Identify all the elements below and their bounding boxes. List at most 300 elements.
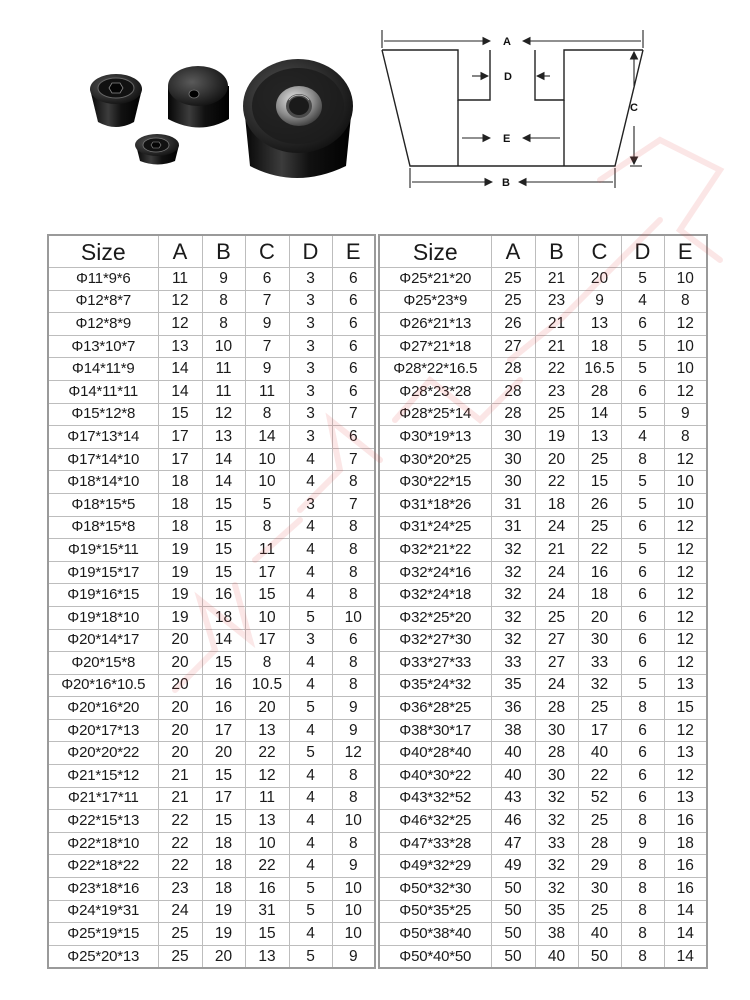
table-row xyxy=(379,606,707,629)
value-cell-a: 26 xyxy=(491,313,535,336)
value-cell-a: 28 xyxy=(491,403,535,426)
value-cell-d: 4 xyxy=(289,832,332,855)
size-cell: Φ17*13*14 xyxy=(48,426,158,449)
size-cell: Φ20*20*22 xyxy=(48,742,158,765)
value-cell-e: 12 xyxy=(664,584,707,607)
size-cell: Φ20*16*10.5 xyxy=(48,674,158,697)
size-cell: Φ46*32*25 xyxy=(379,810,491,833)
value-cell-a: 40 xyxy=(491,742,535,765)
size-cell: Φ12*8*7 xyxy=(48,290,158,313)
table-row xyxy=(48,426,375,449)
value-cell-d: 4 xyxy=(289,855,332,878)
value-cell-b: 28 xyxy=(535,742,578,765)
value-cell-e: 8 xyxy=(332,832,375,855)
table-row xyxy=(379,697,707,720)
value-cell-c: 8 xyxy=(245,516,289,539)
value-cell-a: 27 xyxy=(491,335,535,358)
value-cell-a: 33 xyxy=(491,652,535,675)
value-cell-c: 14 xyxy=(578,403,621,426)
value-cell-c: 25 xyxy=(578,516,621,539)
table-row xyxy=(48,584,375,607)
table-row xyxy=(48,832,375,855)
table-row xyxy=(379,448,707,471)
value-cell-c: 9 xyxy=(245,313,289,336)
value-cell-c: 15 xyxy=(245,923,289,946)
value-cell-b: 15 xyxy=(202,539,245,562)
value-cell-c: 15 xyxy=(578,471,621,494)
value-cell-d: 9 xyxy=(621,832,664,855)
value-cell-e: 12 xyxy=(664,652,707,675)
table-row xyxy=(379,832,707,855)
value-cell-a: 22 xyxy=(158,855,202,878)
value-cell-a: 50 xyxy=(491,923,535,946)
value-cell-b: 22 xyxy=(535,471,578,494)
value-cell-c: 10.5 xyxy=(245,674,289,697)
size-table-right xyxy=(378,234,708,969)
value-cell-e: 7 xyxy=(332,493,375,516)
value-cell-b: 35 xyxy=(535,900,578,923)
value-cell-b: 24 xyxy=(535,674,578,697)
value-cell-c: 15 xyxy=(245,584,289,607)
size-cell: Φ17*14*10 xyxy=(48,448,158,471)
size-cell: Φ22*18*10 xyxy=(48,832,158,855)
product-photo xyxy=(84,44,374,194)
header-d: D xyxy=(289,235,332,268)
value-cell-e: 12 xyxy=(664,606,707,629)
value-cell-b: 15 xyxy=(202,516,245,539)
table-row xyxy=(48,945,375,968)
value-cell-b: 11 xyxy=(202,380,245,403)
table-row xyxy=(379,765,707,788)
value-cell-c: 9 xyxy=(578,290,621,313)
value-cell-a: 49 xyxy=(491,855,535,878)
value-cell-e: 6 xyxy=(332,380,375,403)
value-cell-c: 29 xyxy=(578,855,621,878)
value-cell-c: 20 xyxy=(245,697,289,720)
value-cell-a: 18 xyxy=(158,471,202,494)
value-cell-c: 13 xyxy=(245,810,289,833)
size-cell: Φ18*15*5 xyxy=(48,493,158,516)
value-cell-d: 6 xyxy=(621,516,664,539)
size-cell: Φ36*28*25 xyxy=(379,697,491,720)
value-cell-c: 18 xyxy=(578,335,621,358)
value-cell-d: 5 xyxy=(289,878,332,901)
value-cell-a: 15 xyxy=(158,403,202,426)
table-row xyxy=(379,380,707,403)
value-cell-e: 9 xyxy=(664,403,707,426)
value-cell-d: 5 xyxy=(621,335,664,358)
size-cell: Φ40*30*22 xyxy=(379,765,491,788)
header-d: D xyxy=(621,235,664,268)
size-cell: Φ14*11*11 xyxy=(48,380,158,403)
value-cell-a: 30 xyxy=(491,448,535,471)
size-cell: Φ32*24*16 xyxy=(379,561,491,584)
value-cell-a: 47 xyxy=(491,832,535,855)
value-cell-e: 6 xyxy=(332,629,375,652)
value-cell-a: 32 xyxy=(491,561,535,584)
value-cell-d: 4 xyxy=(289,810,332,833)
value-cell-c: 16 xyxy=(245,878,289,901)
value-cell-a: 43 xyxy=(491,787,535,810)
value-cell-a: 19 xyxy=(158,606,202,629)
table-row xyxy=(48,900,375,923)
value-cell-d: 5 xyxy=(289,945,332,968)
value-cell-a: 19 xyxy=(158,561,202,584)
value-cell-e: 16 xyxy=(664,810,707,833)
header-b: B xyxy=(202,235,245,268)
rubber-foot-small xyxy=(90,74,142,127)
value-cell-a: 25 xyxy=(491,268,535,291)
value-cell-a: 19 xyxy=(158,584,202,607)
value-cell-d: 4 xyxy=(289,516,332,539)
value-cell-d: 4 xyxy=(289,674,332,697)
size-cell: Φ32*24*18 xyxy=(379,584,491,607)
value-cell-a: 18 xyxy=(158,516,202,539)
value-cell-a: 40 xyxy=(491,765,535,788)
table-row xyxy=(379,290,707,313)
value-cell-a: 21 xyxy=(158,787,202,810)
size-cell: Φ31*24*25 xyxy=(379,516,491,539)
value-cell-c: 17 xyxy=(578,719,621,742)
table-row xyxy=(379,471,707,494)
size-cell: Φ25*20*13 xyxy=(48,945,158,968)
size-cell: Φ32*21*22 xyxy=(379,539,491,562)
table-row xyxy=(48,335,375,358)
value-cell-b: 18 xyxy=(202,855,245,878)
value-cell-c: 31 xyxy=(245,900,289,923)
value-cell-c: 40 xyxy=(578,742,621,765)
table-row xyxy=(48,290,375,313)
table-row xyxy=(379,900,707,923)
rubber-foot-large xyxy=(243,59,353,178)
value-cell-a: 31 xyxy=(491,516,535,539)
value-cell-c: 25 xyxy=(578,697,621,720)
value-cell-b: 32 xyxy=(535,878,578,901)
value-cell-d: 6 xyxy=(621,742,664,765)
value-cell-d: 8 xyxy=(621,448,664,471)
value-cell-d: 5 xyxy=(621,493,664,516)
value-cell-e: 10 xyxy=(332,900,375,923)
size-cell: Φ30*19*13 xyxy=(379,426,491,449)
header-e: E xyxy=(332,235,375,268)
value-cell-c: 13 xyxy=(245,719,289,742)
size-cell: Φ19*18*10 xyxy=(48,606,158,629)
table-row xyxy=(379,652,707,675)
value-cell-c: 11 xyxy=(245,787,289,810)
value-cell-c: 14 xyxy=(245,426,289,449)
value-cell-e: 12 xyxy=(664,561,707,584)
label-d: D xyxy=(504,71,512,83)
value-cell-b: 12 xyxy=(202,403,245,426)
header-a: A xyxy=(158,235,202,268)
value-cell-b: 32 xyxy=(535,855,578,878)
table-row xyxy=(379,878,707,901)
table-row xyxy=(48,313,375,336)
value-cell-a: 50 xyxy=(491,945,535,968)
value-cell-b: 20 xyxy=(202,742,245,765)
value-cell-d: 4 xyxy=(289,539,332,562)
value-cell-d: 4 xyxy=(621,426,664,449)
rubber-foot-tiny xyxy=(135,134,179,165)
table-row xyxy=(48,471,375,494)
value-cell-e: 12 xyxy=(664,539,707,562)
value-cell-c: 10 xyxy=(245,832,289,855)
header-a: A xyxy=(491,235,535,268)
value-cell-d: 4 xyxy=(289,765,332,788)
table-row xyxy=(48,923,375,946)
value-cell-d: 5 xyxy=(621,268,664,291)
value-cell-c: 13 xyxy=(245,945,289,968)
value-cell-b: 15 xyxy=(202,810,245,833)
value-cell-c: 17 xyxy=(245,629,289,652)
table-row xyxy=(48,561,375,584)
value-cell-e: 9 xyxy=(332,719,375,742)
size-cell: Φ22*15*13 xyxy=(48,810,158,833)
value-cell-e: 14 xyxy=(664,923,707,946)
size-cell: Φ40*28*40 xyxy=(379,742,491,765)
value-cell-e: 6 xyxy=(332,335,375,358)
table-row xyxy=(48,810,375,833)
table-row xyxy=(379,335,707,358)
value-cell-a: 28 xyxy=(491,358,535,381)
size-cell: Φ14*11*9 xyxy=(48,358,158,381)
size-cell: Φ25*23*9 xyxy=(379,290,491,313)
header-b: B xyxy=(535,235,578,268)
value-cell-e: 7 xyxy=(332,448,375,471)
value-cell-c: 8 xyxy=(245,652,289,675)
value-cell-b: 25 xyxy=(535,403,578,426)
value-cell-d: 8 xyxy=(621,900,664,923)
value-cell-c: 18 xyxy=(578,584,621,607)
value-cell-d: 3 xyxy=(289,313,332,336)
value-cell-e: 12 xyxy=(664,719,707,742)
value-cell-a: 30 xyxy=(491,471,535,494)
value-cell-e: 10 xyxy=(664,358,707,381)
value-cell-d: 3 xyxy=(289,426,332,449)
value-cell-c: 40 xyxy=(578,923,621,946)
value-cell-b: 14 xyxy=(202,448,245,471)
value-cell-a: 50 xyxy=(491,900,535,923)
value-cell-d: 5 xyxy=(621,358,664,381)
table-row xyxy=(379,268,707,291)
value-cell-a: 19 xyxy=(158,539,202,562)
value-cell-c: 22 xyxy=(578,539,621,562)
value-cell-c: 10 xyxy=(245,448,289,471)
table-row xyxy=(379,787,707,810)
value-cell-c: 33 xyxy=(578,652,621,675)
value-cell-b: 9 xyxy=(202,268,245,291)
value-cell-d: 6 xyxy=(621,313,664,336)
value-cell-b: 17 xyxy=(202,719,245,742)
value-cell-a: 25 xyxy=(158,945,202,968)
table-row xyxy=(379,584,707,607)
value-cell-e: 10 xyxy=(332,923,375,946)
value-cell-c: 5 xyxy=(245,493,289,516)
value-cell-d: 4 xyxy=(289,448,332,471)
value-cell-e: 16 xyxy=(664,855,707,878)
value-cell-d: 5 xyxy=(289,697,332,720)
value-cell-b: 24 xyxy=(535,561,578,584)
value-cell-d: 8 xyxy=(621,878,664,901)
table-row xyxy=(48,697,375,720)
value-cell-a: 20 xyxy=(158,697,202,720)
value-cell-d: 6 xyxy=(621,765,664,788)
value-cell-b: 21 xyxy=(535,539,578,562)
value-cell-b: 23 xyxy=(535,380,578,403)
value-cell-d: 5 xyxy=(289,900,332,923)
label-b: B xyxy=(502,177,510,189)
value-cell-b: 8 xyxy=(202,313,245,336)
value-cell-a: 38 xyxy=(491,719,535,742)
table-row xyxy=(379,493,707,516)
value-cell-d: 5 xyxy=(621,403,664,426)
table-row xyxy=(379,855,707,878)
value-cell-b: 13 xyxy=(202,426,245,449)
table-header-row xyxy=(379,235,707,268)
value-cell-c: 6 xyxy=(245,268,289,291)
size-cell: Φ32*25*20 xyxy=(379,606,491,629)
value-cell-a: 30 xyxy=(491,426,535,449)
value-cell-a: 20 xyxy=(158,652,202,675)
value-cell-b: 8 xyxy=(202,290,245,313)
value-cell-b: 18 xyxy=(202,606,245,629)
value-cell-d: 5 xyxy=(621,471,664,494)
value-cell-b: 15 xyxy=(202,561,245,584)
value-cell-b: 14 xyxy=(202,629,245,652)
value-cell-c: 20 xyxy=(578,606,621,629)
value-cell-b: 19 xyxy=(535,426,578,449)
value-cell-b: 17 xyxy=(202,787,245,810)
table-row xyxy=(379,539,707,562)
label-e: E xyxy=(503,133,511,145)
size-cell: Φ15*12*8 xyxy=(48,403,158,426)
value-cell-a: 46 xyxy=(491,810,535,833)
value-cell-a: 14 xyxy=(158,380,202,403)
value-cell-b: 10 xyxy=(202,335,245,358)
value-cell-e: 7 xyxy=(332,403,375,426)
value-cell-e: 16 xyxy=(664,878,707,901)
value-cell-d: 8 xyxy=(621,810,664,833)
value-cell-d: 4 xyxy=(289,471,332,494)
table-row xyxy=(379,516,707,539)
value-cell-e: 12 xyxy=(664,516,707,539)
value-cell-b: 11 xyxy=(202,358,245,381)
value-cell-d: 4 xyxy=(289,584,332,607)
value-cell-d: 4 xyxy=(289,923,332,946)
table-row xyxy=(48,719,375,742)
size-cell: Φ20*14*17 xyxy=(48,629,158,652)
value-cell-e: 13 xyxy=(664,674,707,697)
value-cell-c: 8 xyxy=(245,403,289,426)
label-a: A xyxy=(503,36,511,48)
value-cell-a: 20 xyxy=(158,629,202,652)
value-cell-c: 28 xyxy=(578,380,621,403)
value-cell-d: 3 xyxy=(289,403,332,426)
value-cell-e: 8 xyxy=(332,787,375,810)
size-cell: Φ30*20*25 xyxy=(379,448,491,471)
value-cell-b: 18 xyxy=(202,878,245,901)
table-row xyxy=(379,810,707,833)
value-cell-a: 35 xyxy=(491,674,535,697)
value-cell-a: 13 xyxy=(158,335,202,358)
value-cell-b: 40 xyxy=(535,945,578,968)
size-cell: Φ12*8*9 xyxy=(48,313,158,336)
value-cell-d: 4 xyxy=(289,719,332,742)
value-cell-d: 6 xyxy=(621,719,664,742)
value-cell-a: 23 xyxy=(158,878,202,901)
header-c: C xyxy=(245,235,289,268)
value-cell-a: 11 xyxy=(158,268,202,291)
value-cell-d: 6 xyxy=(621,787,664,810)
header-size: Size xyxy=(379,235,491,268)
value-cell-b: 30 xyxy=(535,765,578,788)
rubber-foot-cylinder xyxy=(168,66,229,128)
value-cell-e: 10 xyxy=(332,606,375,629)
table-row xyxy=(48,539,375,562)
table-row xyxy=(379,923,707,946)
value-cell-a: 17 xyxy=(158,448,202,471)
size-cell: Φ50*40*50 xyxy=(379,945,491,968)
size-cell: Φ50*35*25 xyxy=(379,900,491,923)
value-cell-c: 30 xyxy=(578,629,621,652)
size-cell: Φ35*24*32 xyxy=(379,674,491,697)
value-cell-d: 3 xyxy=(289,335,332,358)
value-cell-d: 3 xyxy=(289,268,332,291)
value-cell-b: 28 xyxy=(535,697,578,720)
value-cell-d: 5 xyxy=(289,606,332,629)
value-cell-b: 18 xyxy=(535,493,578,516)
value-cell-a: 12 xyxy=(158,290,202,313)
value-cell-c: 13 xyxy=(578,426,621,449)
size-cell: Φ18*14*10 xyxy=(48,471,158,494)
value-cell-b: 25 xyxy=(535,606,578,629)
table-row xyxy=(48,652,375,675)
value-cell-e: 9 xyxy=(332,945,375,968)
size-cell: Φ28*22*16.5 xyxy=(379,358,491,381)
value-cell-e: 6 xyxy=(332,313,375,336)
size-cell: Φ50*38*40 xyxy=(379,923,491,946)
value-cell-b: 24 xyxy=(535,516,578,539)
value-cell-d: 6 xyxy=(621,584,664,607)
table-row xyxy=(48,606,375,629)
size-cell: Φ50*32*30 xyxy=(379,878,491,901)
value-cell-b: 23 xyxy=(535,290,578,313)
value-cell-c: 10 xyxy=(245,471,289,494)
value-cell-b: 27 xyxy=(535,629,578,652)
table-row xyxy=(48,493,375,516)
value-cell-e: 10 xyxy=(664,268,707,291)
table-row xyxy=(48,358,375,381)
value-cell-e: 8 xyxy=(332,561,375,584)
value-cell-a: 14 xyxy=(158,358,202,381)
value-cell-b: 38 xyxy=(535,923,578,946)
size-cell: Φ47*33*28 xyxy=(379,832,491,855)
size-cell: Φ25*19*15 xyxy=(48,923,158,946)
table-row xyxy=(48,380,375,403)
value-cell-e: 8 xyxy=(332,584,375,607)
size-cell: Φ13*10*7 xyxy=(48,335,158,358)
table-row xyxy=(379,945,707,968)
size-cell: Φ32*27*30 xyxy=(379,629,491,652)
value-cell-a: 32 xyxy=(491,584,535,607)
size-cell: Φ43*32*52 xyxy=(379,787,491,810)
value-cell-e: 10 xyxy=(332,878,375,901)
size-cell: Φ28*25*14 xyxy=(379,403,491,426)
value-cell-e: 10 xyxy=(664,335,707,358)
value-cell-d: 5 xyxy=(289,742,332,765)
table-row xyxy=(379,719,707,742)
header-c: C xyxy=(578,235,621,268)
